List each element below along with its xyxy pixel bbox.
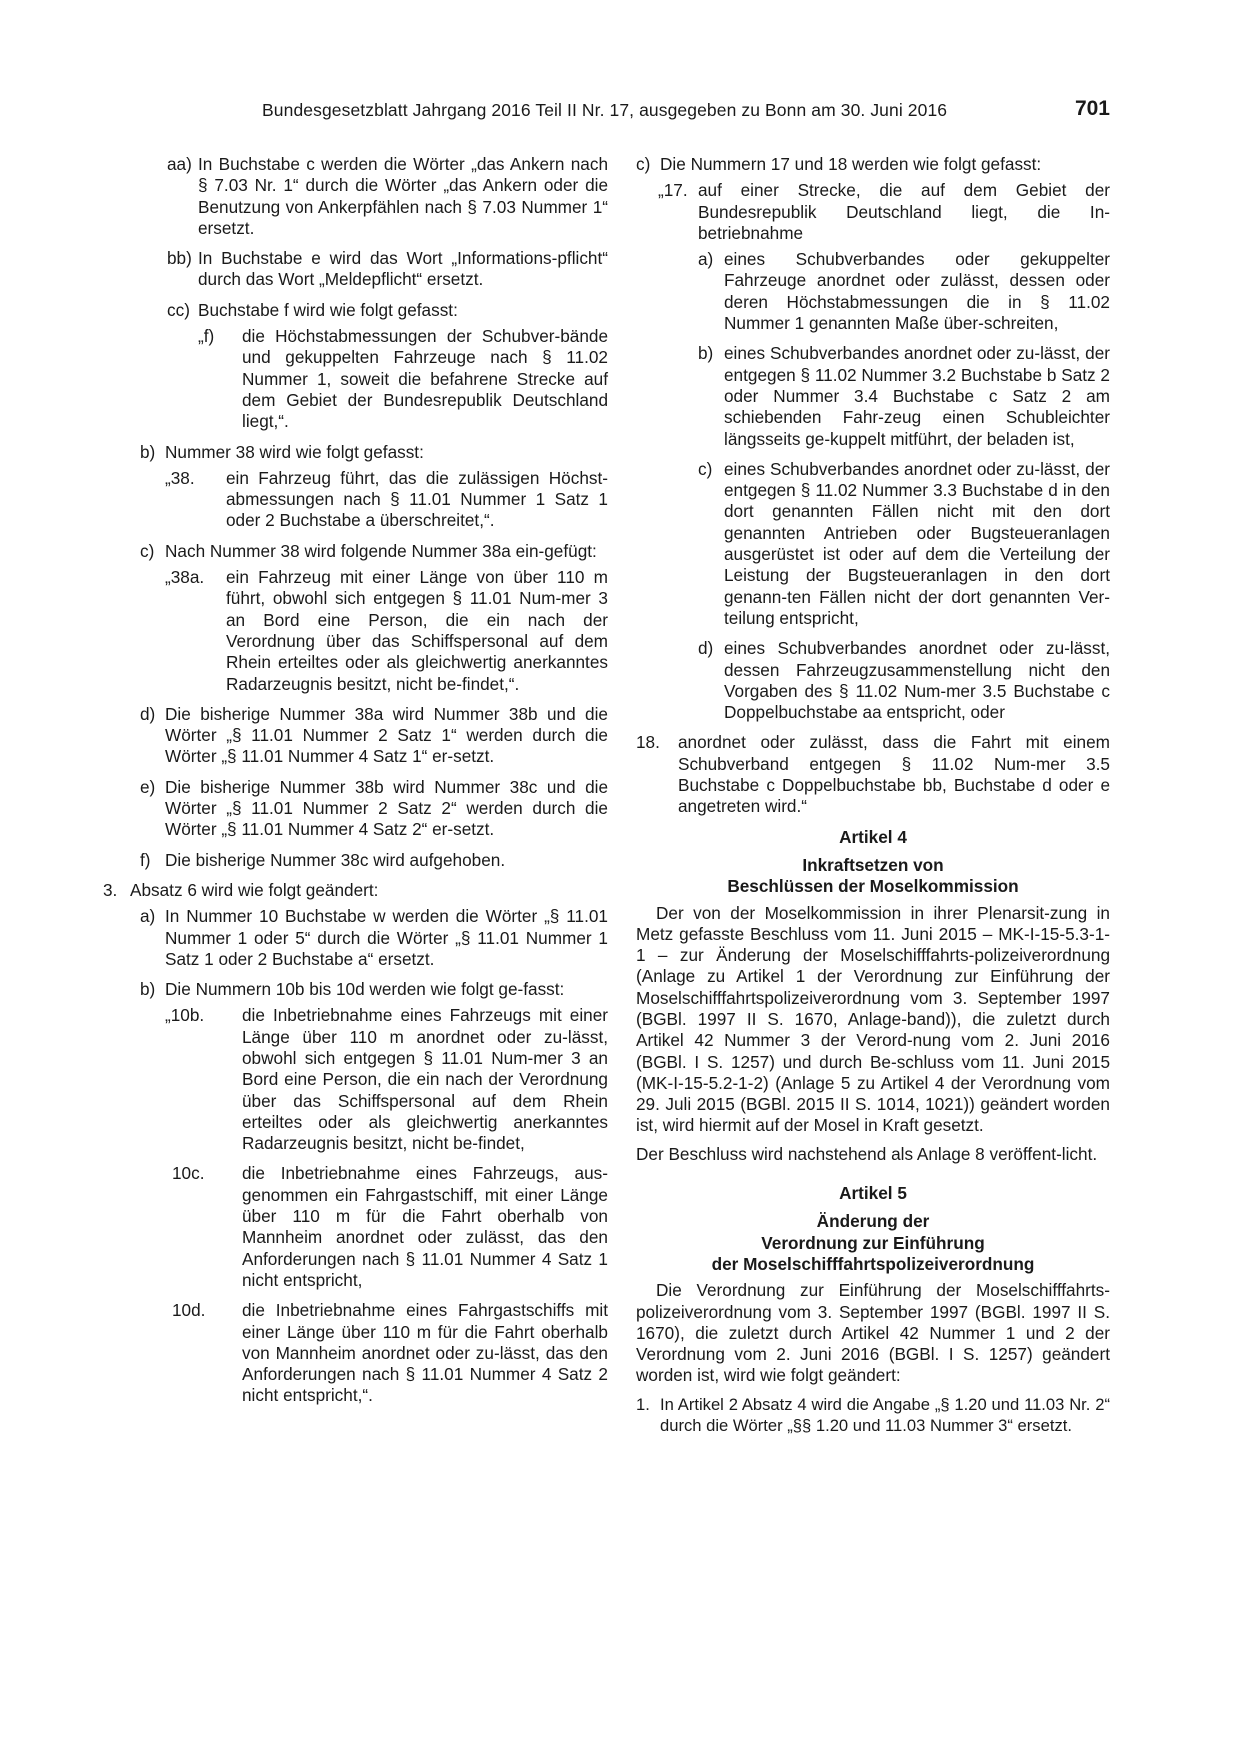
- item-text: ein Fahrzeug mit einer Länge von über 110 m führt, obwohl sich entgegen § 11.01 Num-mer 3 an Bord eine Person, die ein nach der Verordnung über das Schiffspersonal auf dem Rhein erteiltes oder als gleichwertig anerkanntes Radarzeugnis besitzt, nicht be-findet,“.: [226, 567, 608, 694]
- article-4-heading: Artikel 4: [839, 826, 907, 847]
- item-text: die Inbetriebnahme eines Fahrzeugs mit einer Länge über 110 m anordnet oder zu-lässt, obwohl sich entgegen § 11.01 Num-mer 3 an Bord eine Person, die ein nach der Verordnung über das Schiffspersonal auf dem Rhein erteiltes oder als gleichwertig anerkanntes Radarzeugnis besitzt, nicht be-findet,: [242, 1005, 608, 1154]
- item-label: aa): [167, 154, 192, 174]
- item-label: 3.: [103, 879, 118, 900]
- item-text: Nach Nummer 38 wird folgende Nummer 38a ein-gefügt:: [165, 540, 597, 561]
- item-label: „f): [198, 326, 215, 347]
- article-5-paragraph: Die Verordnung zur Einführung der Moselschifffahrts-polizeiverordnung vom 3. September 1997 (BGBl. 1997 II S. 1670), die zuletzt durch Artikel 42 Nummer 1 und 2 der Verordnung vom 2. Juni 2016 (BGBl. I S. 1257) geändert worden ist, wird wie folgt geändert:: [636, 1280, 1110, 1386]
- item-text: die Inbetriebnahme eines Fahrgastschiffs mit einer Länge über 110 m für die Fahrt oberhalb von Mannheim anordnet oder zu-lässt, das den Anforderungen nach § 11.01 Nummer 4 Satz 2 nicht entspricht,“.: [242, 1300, 608, 1406]
- item-label: 18.: [636, 732, 660, 753]
- item-text: Die bisherige Nummer 38c wird aufgehoben.: [165, 849, 506, 870]
- item-label: „17.: [658, 180, 688, 201]
- item-label: c): [140, 540, 155, 561]
- item-text: Buchstabe f wird wie folgt gefasst:: [198, 299, 458, 320]
- left-column: [103, 154, 608, 1416]
- item-text: eines Schubverbandes anordnet oder zu-lässt, der entgegen § 11.02 Nummer 3.3 Buchstabe d in den dort genannten Fällen nicht mit den dort genannten Antrieben oder Bugsteueranlagen ausgerüstet ist oder auf dem die Verteilung der Leistung der Bugsteueranlagen in den dort genann-ten Fällen nicht der dort genannten Ver-teilung entspricht,: [724, 458, 1110, 628]
- running-header: [262, 97, 1110, 128]
- quote-item-38a: [130, 567, 608, 695]
- sub-item-c: [636, 459, 1110, 629]
- item-text: ein Fahrzeug führt, das die zulässigen Höchst-abmessungen nach § 11.01 Nummer 1 Satz 1 oder 2 Buchstabe a überschreitet,“.: [226, 467, 608, 531]
- item-text: In Nummer 10 Buchstabe w werden die Wörter „§ 11.01 Nummer 1 oder 5“ durch die Wörter „§ 11.01 Nummer 1 Satz 1 oder 2 Buchstabe a“ ersetzt.: [165, 906, 608, 969]
- list-item-e: [130, 777, 608, 841]
- list-item-3: [103, 880, 608, 901]
- item-label: a): [140, 906, 156, 927]
- item-label: bb): [167, 248, 192, 269]
- item-text: In Buchstabe c werden die Wörter „das Ankern nach § 7.03 Nr. 1“ durch die Wörter „das Ankern oder die Benutzung von Ankerpfählen nach § 7.03 Nummer 1“ ersetzt.: [198, 154, 608, 238]
- quote-item-10d: [130, 1300, 608, 1406]
- item-label: f): [140, 849, 151, 870]
- item-text: Die Nummern 10b bis 10d werden wie folgt ge-fasst:: [165, 979, 565, 1000]
- list-item-c: [636, 154, 1110, 175]
- item-label: c): [636, 154, 651, 174]
- item-label: „38a.: [165, 567, 205, 588]
- article-4-subheading: Beschlüssen der Moselkommission: [727, 876, 1019, 897]
- item-text: eines Schubverbandes oder gekuppelter Fahrzeuge anordnet oder zulässt, dessen oder deren Höchstabmessungen die in § 11.02 Nummer 1 genannten Maße über-schreiten,: [724, 249, 1110, 334]
- article-5-item-1: [636, 1394, 1110, 1437]
- item-text: eines Schubverbandes anordnet oder zu-lässt, dessen Fahrzeugzusammenstellung nicht den Vorgaben des § 11.02 Num-mer 3.5 Buchstabe c Doppelbuchstabe aa entspricht, oder: [724, 638, 1110, 723]
- sub-item-b: [636, 343, 1110, 449]
- item-text: In Artikel 2 Absatz 4 wird die Angabe „§ 1.20 und 11.03 Nr. 2“ durch die Wörter „§§ 1.20 und 11.03 Nummer 3“ ersetzt.: [660, 1394, 1110, 1436]
- item-label: „38.: [165, 467, 195, 488]
- item-text: die Inbetriebnahme eines Fahrzeugs, aus-genommen ein Fahrgastschiff, mit einer Länge über 110 m für die Fahrt oberhalb von Mannheim anordnet oder zulässt, das den Anforderungen nach § 11.01 Nummer 4 Satz 1 nicht entspricht,: [242, 1163, 608, 1290]
- item-label: 10c.: [172, 1163, 205, 1184]
- item-label: b): [140, 441, 156, 462]
- item-text: die Höchstabmessungen der Schubver-bände und gekuppelten Fahrzeuge nach § 11.02 Nummer 1, soweit die befahrene Strecke auf dem Gebiet der Bundesrepublik Deutschland liegt,“.: [242, 326, 608, 432]
- list-item-cc: [130, 300, 608, 321]
- article-5-heading: Artikel 5: [839, 1183, 907, 1204]
- quote-item-38: [130, 468, 608, 532]
- item-label: cc): [167, 299, 190, 320]
- item-label: „10b.: [165, 1005, 205, 1026]
- sub-item-a: [636, 249, 1110, 334]
- right-column: [636, 154, 1110, 1445]
- quote-item-f: [130, 326, 608, 432]
- list-item-aa: [130, 154, 608, 239]
- sub-item-d: [636, 638, 1110, 723]
- item-label: c): [698, 458, 713, 479]
- quote-item-10b: [130, 1005, 608, 1154]
- article-4-subheading: Inkraftsetzen von: [802, 854, 944, 875]
- item-text: Die bisherige Nummer 38a wird Nummer 38b und die Wörter „§ 11.01 Nummer 2 Satz 1“ werden durch die Wörter „§ 11.01 Nummer 4 Satz 1“ er-setzt.: [165, 703, 608, 767]
- item-label: 1.: [636, 1394, 650, 1414]
- article-5-subheading: der Moselschifffahrtspolizeiverordnung: [711, 1253, 1035, 1274]
- item-label: 10d.: [172, 1300, 206, 1321]
- item-label: a): [698, 249, 714, 270]
- article-4-paragraph: Der von der Moselkommission in ihrer Plenarsit-zung in Metz gefasste Beschluss vom 11. Juni 2015 – MK-I-15-5.3-1-1 – zur Änderung der Moselschifffahrts-polizeiverordnung (Anlage zu Artikel 1 der Verordnung zur Einführung der Moselschifffahrtspolizeiverordnung vom 3. September 1997 (BGBl. 1997 II S. 1670, Anlage-band)), die zuletzt durch Artikel 42 Nummer 3 der Verord-nung vom 2. Juni 2016 (BGBl. I S. 1257) und durch Be-schluss vom 11. Juni 2015 (MK-I-15-5.2-1-2) (Anlage 5 zu Artikel 4 der Verordnung vom 29. Juli 2015 (BGBl. 2015 II S. 1014, 1021)) geändert worden ist, wird hiermit auf der Mosel in Kraft gesetzt.: [636, 902, 1110, 1136]
- item-label: b): [140, 979, 156, 1000]
- item-text: Absatz 6 wird wie folgt geändert:: [130, 879, 379, 900]
- item-label: b): [698, 343, 714, 364]
- item-label: d): [698, 638, 714, 659]
- item-text: eines Schubverbandes anordnet oder zu-lässt, der entgegen § 11.02 Nummer 3.2 Buchstabe b Satz 2 oder Nummer 3.4 Buchstabe c Satz 2 am schiebenden Fahr-zeug einen Schubleichter längsseits ge-kuppelt mitführt, der beladen ist,: [724, 343, 1110, 449]
- list-item-3a: [130, 906, 608, 970]
- page-number: 701: [1074, 97, 1110, 120]
- item-text: auf einer Strecke, die auf dem Gebiet der Bundesrepublik Deutschland liegt, die In-betriebnahme: [698, 180, 1110, 243]
- list-item-b: [130, 442, 608, 463]
- quote-item-18: [636, 732, 1110, 817]
- article-5-subheading: Änderung der: [816, 1211, 930, 1232]
- article-4-paragraph: Der Beschluss wird nachstehend als Anlage 8 veröffent-licht.: [636, 1143, 1098, 1164]
- item-text: In Buchstabe e wird das Wort „Informations-pflicht“ durch das Wort „Meldepflicht“ ersetzt.: [198, 248, 608, 290]
- list-item-3b: [130, 979, 608, 1000]
- article-5-subheading: Verordnung zur Einführung: [761, 1232, 985, 1253]
- list-item-f: [130, 850, 608, 871]
- item-label: d): [140, 703, 156, 724]
- item-text: Nummer 38 wird wie folgt gefasst:: [165, 441, 424, 462]
- item-text: Die Nummern 17 und 18 werden wie folgt gefasst:: [660, 154, 1042, 174]
- item-text: anordnet oder zulässt, dass die Fahrt mit einem Schubverband entgegen § 11.02 Num-mer 3.5 Buchstabe c Doppelbuchstabe bb, Buchstabe d oder e angetreten wird.“: [678, 732, 1110, 817]
- quote-item-10c: [130, 1163, 608, 1291]
- item-label: e): [140, 776, 156, 797]
- list-item-c: [130, 541, 608, 562]
- item-text: Die bisherige Nummer 38b wird Nummer 38c und die Wörter „§ 11.01 Nummer 2 Satz 2“ werden durch die Wörter „§ 11.01 Nummer 4 Satz 2“ er-setzt.: [165, 776, 608, 840]
- quote-item-17: [636, 180, 1110, 244]
- list-item-d: [130, 704, 608, 768]
- list-item-bb: [130, 248, 608, 291]
- header-title: Bundesgesetzblatt Jahrgang 2016 Teil II Nr. 17, ausgegeben zu Bonn am 30. Juni 2016: [262, 100, 948, 120]
